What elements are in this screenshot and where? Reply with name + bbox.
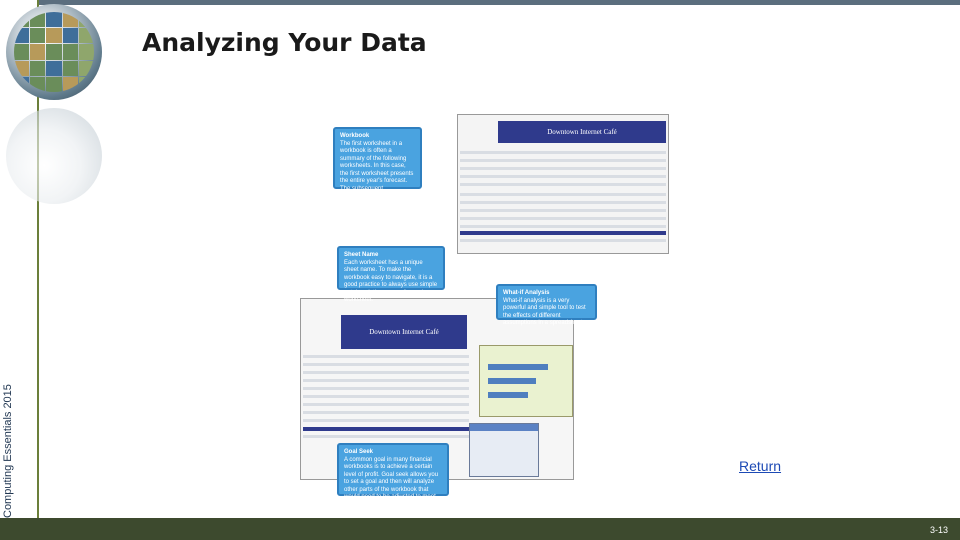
callout-sheet-name: [337, 246, 445, 303]
profit-margin-chart: [479, 345, 573, 417]
spreadsheet-banner-title: Downtown Internet Café: [547, 128, 617, 136]
sidebar-book-title: Computing Essentials 2015: [2, 384, 14, 518]
callout-what-if-body: What-if analysis is a very powerful and simple tool to test the effects of different assumptions in a spreadsheet.: [503, 297, 586, 326]
callout-goal-seek: [337, 443, 449, 508]
callout-what-if-title: What-if Analysis: [503, 290, 550, 296]
slide-title: Analyzing Your Data: [142, 28, 427, 57]
callout-goal-seek-title: Goal Seek: [344, 449, 374, 455]
top-bar: [0, 0, 960, 5]
goal-seek-dialog: [469, 423, 539, 477]
return-link[interactable]: Return: [739, 458, 782, 474]
callout-sheet-name-body: Each worksheet has a unique sheet name. To make the workbook easy to navigate, it is a good practice to always use simple yet descriptive names for each worksheet.: [344, 259, 438, 303]
globe-reflection: [6, 108, 102, 204]
page-number: 3-13: [929, 525, 948, 535]
callout-workbook: [333, 127, 422, 207]
callout-sheet-name-title: Sheet Name: [344, 252, 379, 258]
callout-goal-seek-body: A common goal in many financial workbooks is to achieve a certain level of profit. Goal seek allows you to set a goal and then will analyze other parts of the workbook that would need to be adjusted to meet that goal.: [344, 456, 439, 508]
spreadsheet-banner: [498, 121, 666, 143]
callout-workbook-title: Workbook: [340, 133, 370, 139]
callout-what-if: [496, 284, 597, 326]
footer-bar: [0, 518, 960, 540]
globe-logo: [6, 4, 102, 100]
callout-workbook-body: The first worksheet in a workbook is often a summary of the following worksheets. In this case, the first worksheet presents the entire year's forecast. The subsequent worksheets provide the details.: [340, 140, 414, 207]
spreadsheet-screenshot-annual: [457, 114, 669, 254]
spreadsheet-banner-title: Downtown Internet Café: [369, 328, 439, 336]
spreadsheet-banner: [341, 315, 467, 349]
